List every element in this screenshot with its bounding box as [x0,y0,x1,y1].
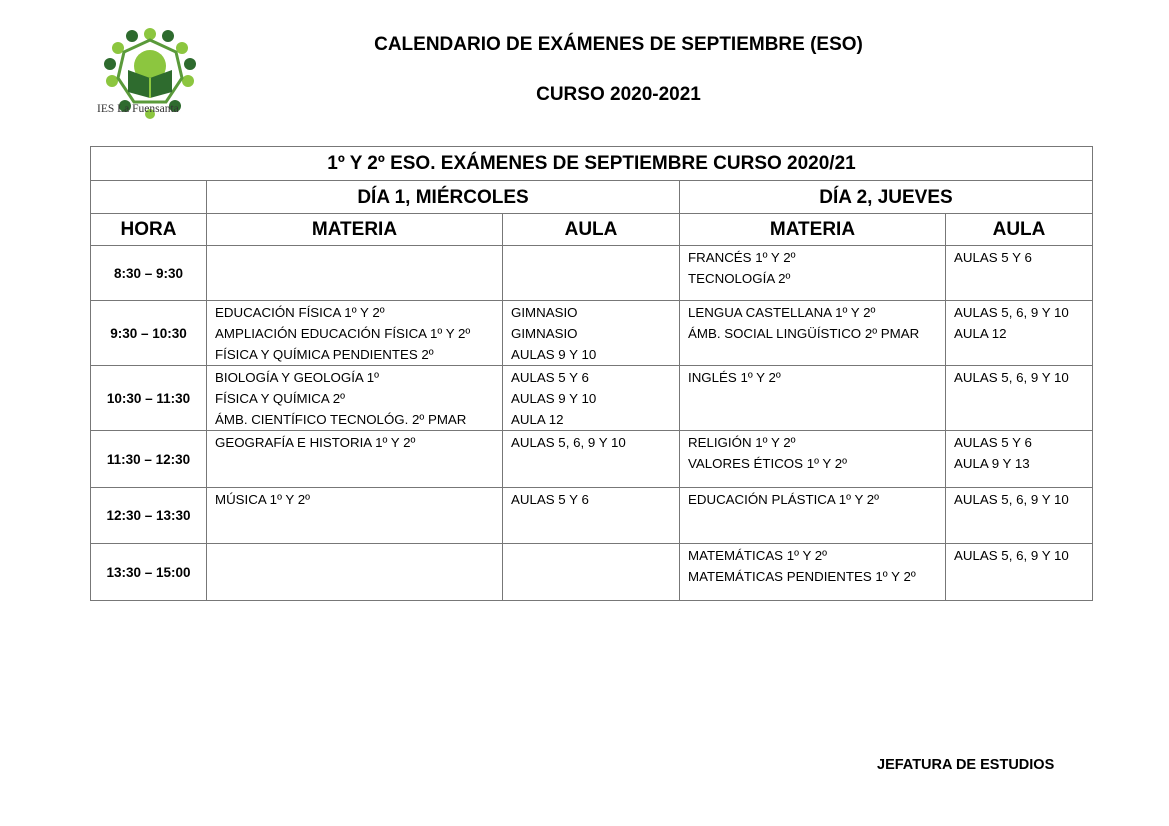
cell-line: AULAS 9 Y 10 [511,391,597,406]
column-header-materia: MATERIA [207,214,503,246]
cell-line: BIOLOGÍA Y GEOLOGÍA 1º [215,370,380,385]
d1-materia-cell [207,431,503,488]
d2-aula-cell [946,431,1093,488]
d2-materia-cell [680,431,946,488]
d2-materia-cell [680,301,946,366]
cell-line: GIMNASIO [511,326,578,341]
cell-line: AULAS 5 Y 6 [954,250,1032,265]
cell-line: AULAS 5, 6, 9 Y 10 [954,548,1069,563]
cell-line: ÁMB. CIENTÍFICO TECNOLÓG. 2º PMAR [215,412,467,427]
empty-cell [91,181,207,214]
cell-line: EDUCACIÓN PLÁSTICA 1º Y 2º [688,492,880,507]
table-row [91,366,1093,431]
cell-line: MATEMÁTICAS PENDIENTES 1º Y 2º [688,569,916,584]
hora-cell: 12:30 – 13:30 [91,488,207,544]
d2-aula-cell [946,246,1093,301]
table-row [91,301,1093,366]
d2-aula-cell [946,301,1093,366]
cell-line: LENGUA CASTELLANA 1º Y 2º [688,305,876,320]
d1-aula-cell [503,301,680,366]
day-2-header: DÍA 2, JUEVES [680,181,1093,214]
cell-line: MATEMÁTICAS 1º Y 2º [688,548,828,563]
d1-aula-cell [503,544,680,601]
d2-aula-cell [946,366,1093,431]
cell-line: AULAS 9 Y 10 [511,347,597,362]
hora-cell: 10:30 – 11:30 [91,366,207,431]
cell-line: EDUCACIÓN FÍSICA 1º Y 2º [215,305,385,320]
hora-cell: 13:30 – 15:00 [91,544,207,601]
hora-cell: 8:30 – 9:30 [91,246,207,301]
cell-line: GIMNASIO [511,305,578,320]
table-row [91,544,1093,601]
d1-aula-cell [503,488,680,544]
d1-materia-cell [207,544,503,601]
page-subtitle: CURSO 2020-2021 [536,84,701,105]
exam-schedule-table [90,146,1093,601]
column-header-aula: AULA [503,214,680,246]
table-row [91,431,1093,488]
table-row [91,488,1093,544]
column-header-hora: HORA [91,214,207,246]
d1-aula-cell [503,366,680,431]
cell-line: AULAS 5, 6, 9 Y 10 [954,305,1069,320]
hora-cell: 11:30 – 12:30 [91,431,207,488]
cell-line: AULA 12 [511,412,564,427]
d2-materia-cell [680,488,946,544]
footer-signature: JEFATURA DE ESTUDIOS [877,757,1055,773]
cell-line: FÍSICA Y QUÍMICA 2º [215,391,345,406]
d2-aula-cell [946,488,1093,544]
cell-line: ÁMB. SOCIAL LINGÜÍSTICO 2º PMAR [688,326,920,341]
column-header-materia: MATERIA [680,214,946,246]
d1-aula-cell [503,431,680,488]
logo-text: IES La Fuensanta [97,103,179,115]
d1-materia-cell [207,301,503,366]
cell-line: AULA 12 [954,326,1007,341]
d1-materia-cell [207,246,503,301]
cell-line: AMPLIACIÓN EDUCACIÓN FÍSICA 1º Y 2º [215,326,471,341]
cell-line: AULAS 5 Y 6 [954,435,1032,450]
cell-line: TECNOLOGÍA 2º [688,271,791,286]
cell-line: INGLÉS 1º Y 2º [688,370,781,385]
cell-line: FRANCÉS 1º Y 2º [688,250,796,265]
d2-materia-cell [680,366,946,431]
page-title: CALENDARIO DE EXÁMENES DE SEPTIEMBRE (ESO) [374,34,863,55]
cell-line: AULAS 5, 6, 9 Y 10 [511,435,626,450]
d1-aula-cell [503,246,680,301]
table-row [91,246,1093,301]
d2-materia-cell [680,544,946,601]
cell-line: GEOGRAFÍA E HISTORIA 1º Y 2º [215,435,416,450]
cell-line: RELIGIÓN 1º Y 2º [688,435,796,450]
d2-aula-cell [946,544,1093,601]
d2-materia-cell [680,246,946,301]
d1-materia-cell [207,366,503,431]
table-title: 1º Y 2º ESO. EXÁMENES DE SEPTIEMBRE CURSO 2020/21 [91,147,1093,181]
day-1-header: DÍA 1, MIÉRCOLES [207,181,680,214]
cell-line: VALORES ÉTICOS 1º Y 2º [688,456,847,471]
cell-line: AULAS 5, 6, 9 Y 10 [954,492,1069,507]
cell-line: AULAS 5 Y 6 [511,370,589,385]
cell-line: FÍSICA Y QUÍMICA PENDIENTES 2º [215,347,434,362]
column-header-aula: AULA [946,214,1093,246]
cell-line: AULAS 5 Y 6 [511,492,589,507]
cell-line: MÚSICA 1º Y 2º [215,492,310,507]
cell-line: AULAS 5, 6, 9 Y 10 [954,370,1069,385]
d1-materia-cell [207,488,503,544]
cell-line: AULA 9 Y 13 [954,456,1030,471]
hora-cell: 9:30 – 10:30 [91,301,207,366]
